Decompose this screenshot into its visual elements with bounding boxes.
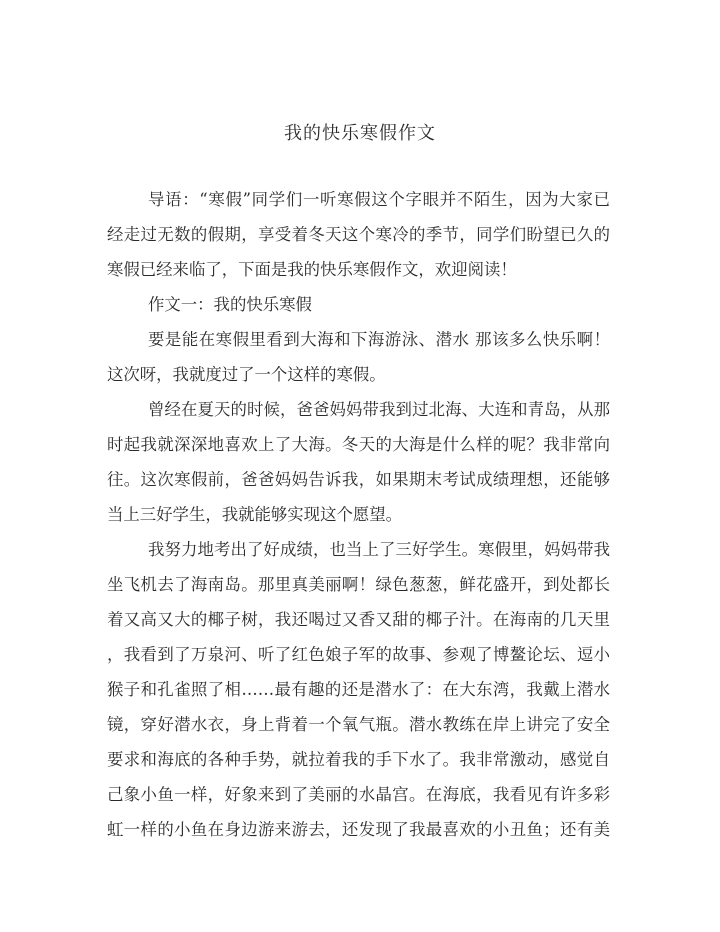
- document-body: [107, 182, 610, 847]
- text-line: 镜，穿好潜水衣，身上背着一个氧气瓶。潜水教练在岸上讲完了安全: [107, 715, 610, 734]
- text-line: 往。这次寒假前，爸爸妈妈告诉我，如果期末考试成绩理想，还能够: [107, 470, 610, 489]
- text-line: 己象小鱼一样，好象来到了美丽的水晶宫。在海底，我看见有许多彩: [107, 785, 610, 804]
- text-line: 当上三好学生，我就能够实现这个愿望。: [107, 505, 403, 524]
- text-line: 曾经在夏天的时候，爸爸妈妈带我到过北海、大连和青岛，从那: [148, 400, 610, 419]
- text-line: 要是能在寒假里看到大海和下海游泳、潜水 那该多么快乐啊！: [148, 330, 610, 349]
- text-line: 猴子和孔雀照了相……最有趣的还是潜水了：在大东湾，我戴上潜水: [107, 680, 610, 699]
- text-line: 经走过无数的假期，享受着冬天这个寒冷的季节，同学们盼望已久的: [107, 225, 610, 244]
- text-line: 这次呀，我就度过了一个这样的寒假。: [107, 365, 386, 384]
- text-line: 导语：“寒假”同学们一听寒假这个字眼并不陌生，因为大家已: [148, 190, 610, 209]
- text-line: 着又高又大的椰子树，我还喝过又香又甜的椰子汁。在海南的几天里: [107, 610, 610, 629]
- text-line: ，我看到了万泉河、听了红色娘子军的故事、参观了博鳌论坛、逗小: [107, 645, 610, 664]
- text-line: 要求和海底的各种手势，就拉着我的手下水了。我非常激动，感觉自: [107, 750, 610, 769]
- text-line: 寒假已经来临了，下面是我的快乐寒假作文，欢迎阅读！: [107, 260, 517, 279]
- text-line: 作文一：我的快乐寒假: [148, 295, 312, 314]
- text-line: 时起我就深深地喜欢上了大海。冬天的大海是什么样的呢？我非常向: [107, 435, 610, 454]
- text-line: 坐飞机去了海南岛。那里真美丽啊！绿色葱葱，鲜花盛开，到处都长: [107, 575, 610, 594]
- text-line: 虹一样的小鱼在身边游来游去，还发现了我最喜欢的小丑鱼；还有美: [107, 820, 610, 839]
- text-line: 我努力地考出了好成绩，也当上了三好学生。寒假里，妈妈带我: [148, 540, 610, 559]
- document-title: 我的快乐寒假作文: [284, 123, 436, 144]
